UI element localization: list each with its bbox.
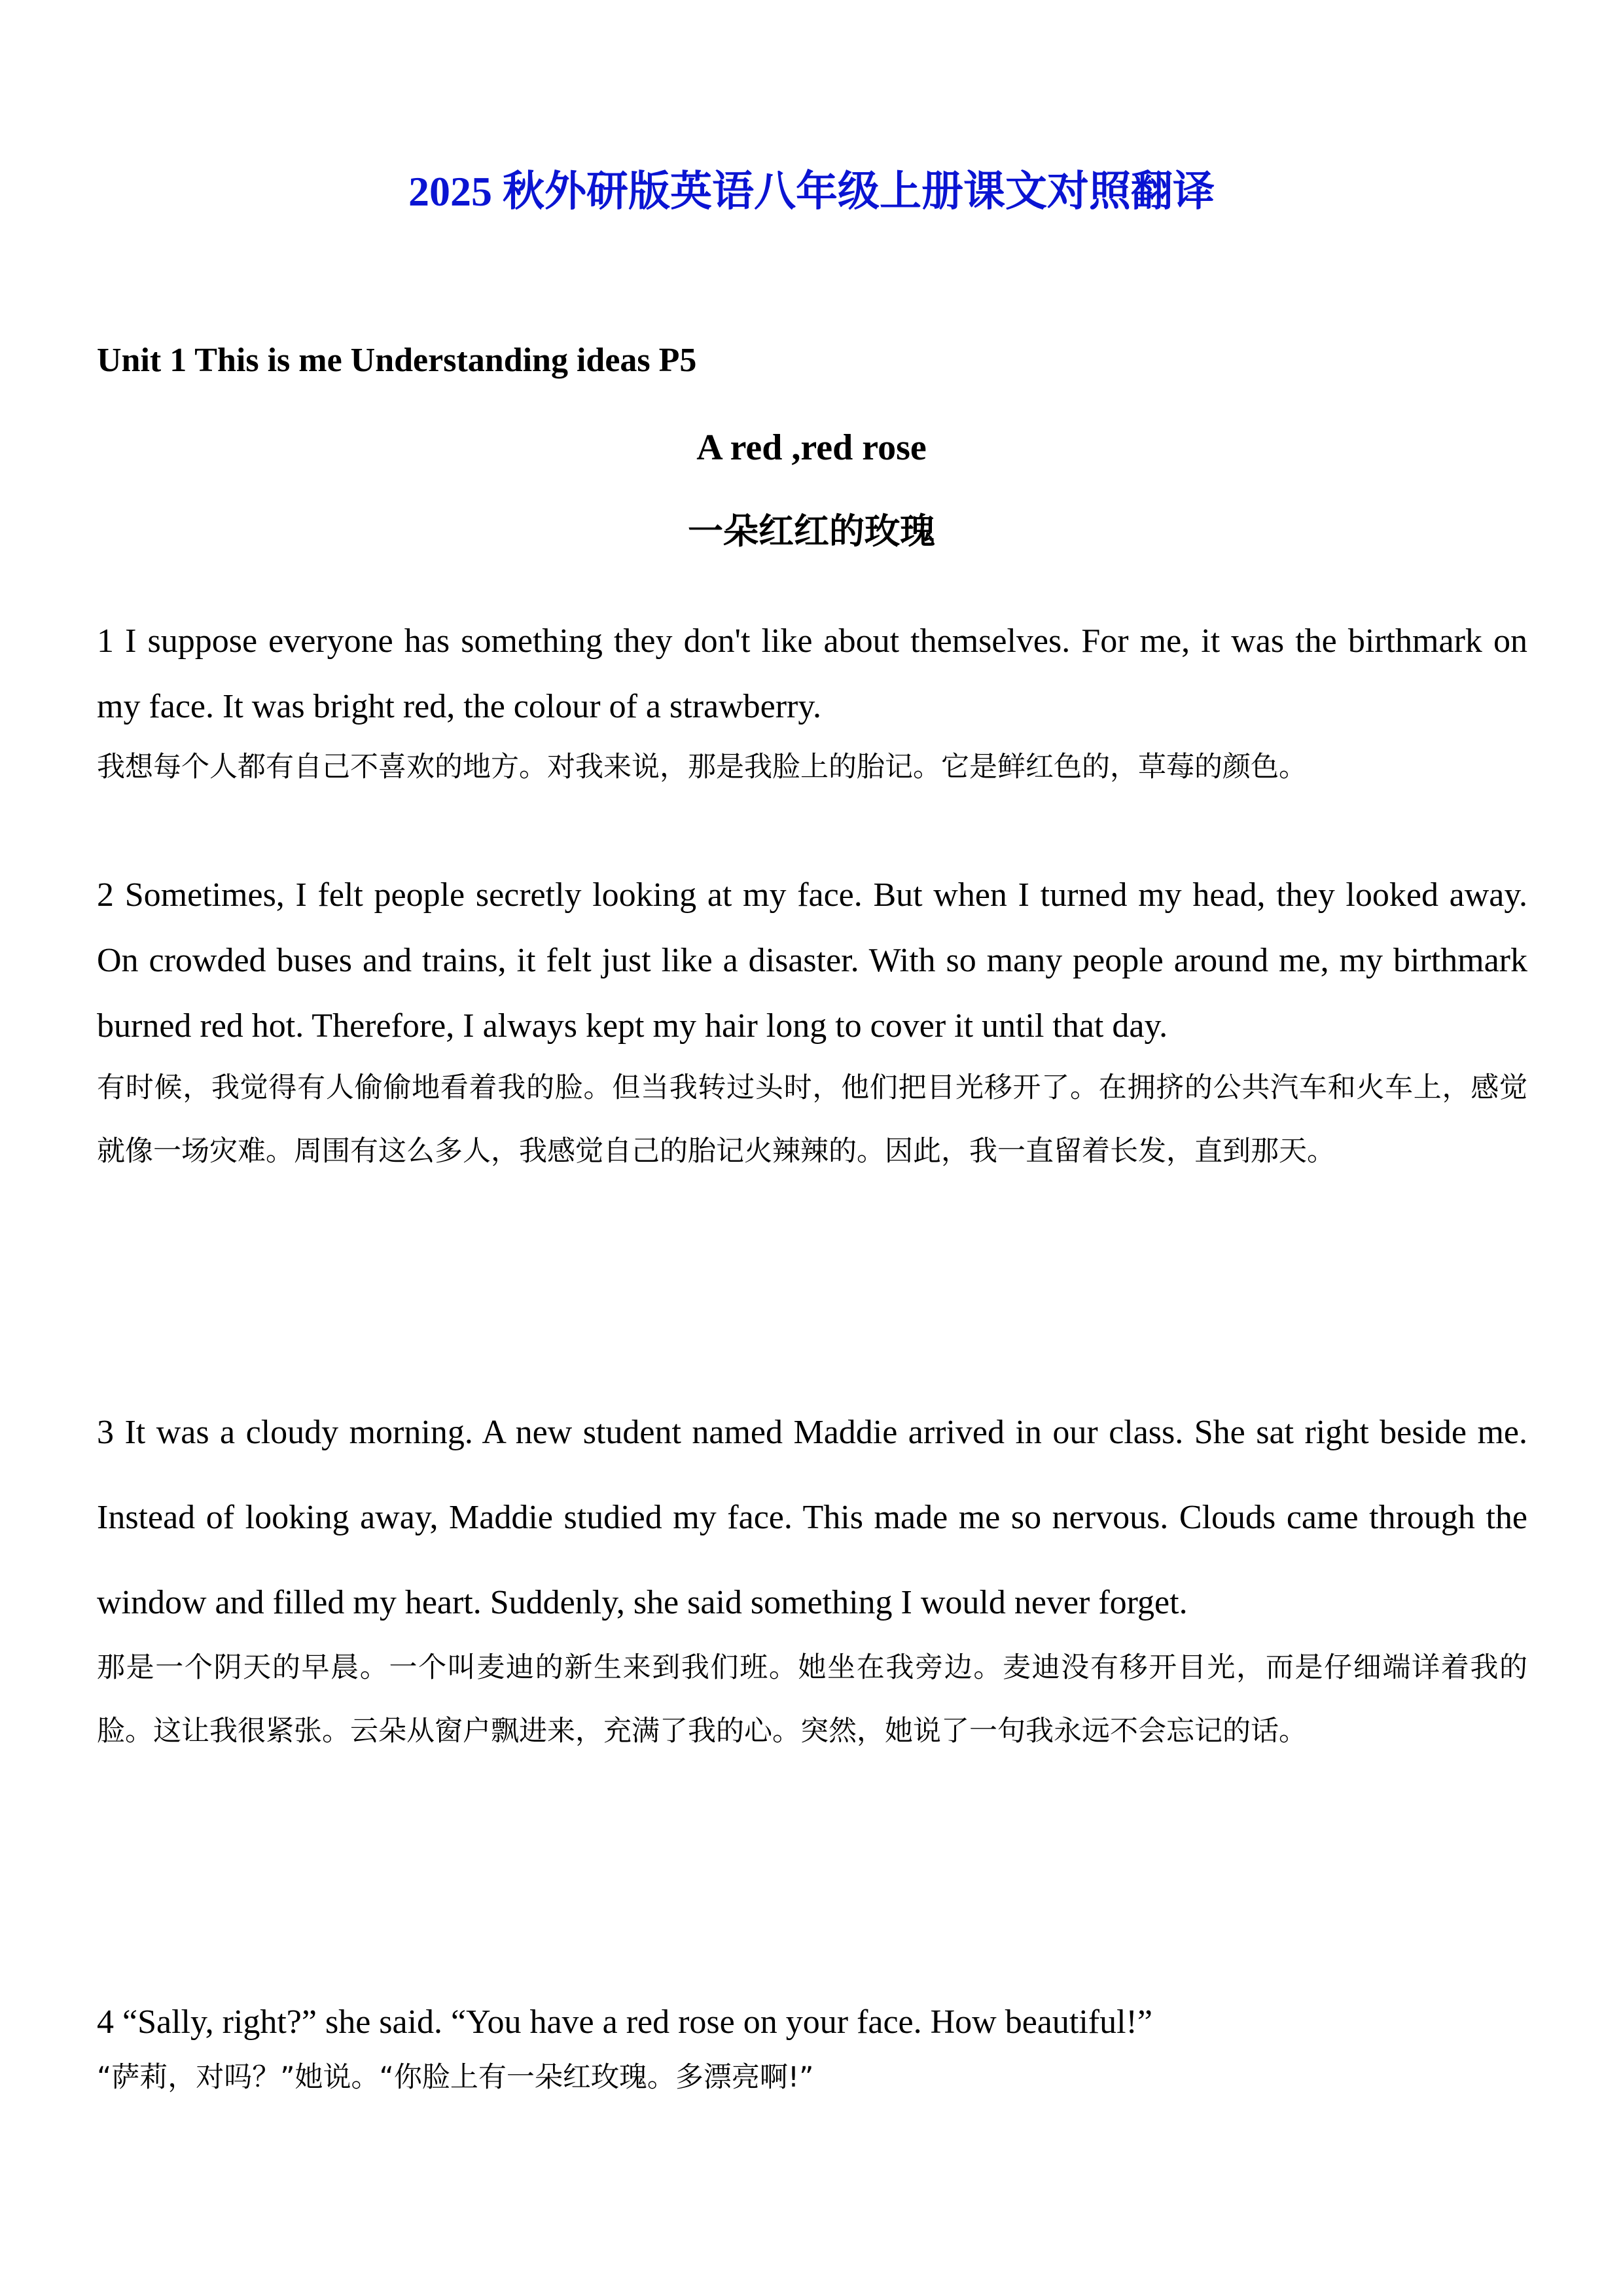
paragraph-1 (97, 609, 1527, 799)
paragraph-1-chinese: 我想每个人都有自己不喜欢的地方。对我来说，那是我脸上的胎记。它是鲜红色的，草莓的颜色。 (97, 751, 1307, 783)
paragraph-3-chinese: 那是一个阴天的早晨。一个叫麦迪的新生来到我们班。她坐在我旁边。麦迪没有移开目光，而是仔细端详着我的脸。这让我很紧张。云朵从窗户飘进来，充满了我的心。突然，她说了一句我永远不会忘记的话。 (97, 1651, 1527, 1748)
document-title: 2025 秋外研版英语八年级上册课文对照翻译 (408, 168, 1215, 215)
lesson-title-chinese: 一朵红红的玫瑰 (688, 511, 935, 552)
paragraph-1-english: 1 I suppose everyone has something they don't like about themselves. For me, it was the birthmark on my face. It was bright red, the colour of a strawberry. (97, 622, 1527, 725)
unit-heading: Unit 1 This is me Understanding ideas P5 (97, 342, 697, 379)
paragraph-3 (97, 1390, 1527, 1763)
paragraph-4-chinese: “萨莉，对吗？”她说。“你脸上有一朵红玫瑰。多漂亮啊!” (97, 2061, 814, 2094)
paragraph-4 (97, 1990, 1527, 2109)
paragraph-2 (97, 863, 1527, 1183)
paragraph-2-english: 2 Sometimes, I felt people secretly looking at my face. But when I turned my head, they looked away. On crowded buses and trains, it felt just like a disaster. With so many people around me, my birthmark burned red hot. Therefore, I always kept my hair long to cover it until that day. (97, 876, 1527, 1045)
lesson-title-english: A red ,red rose (696, 427, 927, 468)
paragraph-4-english: 4 “Sally, right?” she said. “You have a red rose on your face. How beautiful!” (97, 2003, 1152, 2041)
paragraph-3-english: 3 It was a cloudy morning. A new student named Maddie arrived in our class. She sat right beside me. Instead of looking away, Maddie studied my face. This made me so nervous. Clouds came through the window and filled my heart. Suddenly, she said something I would never forget. (97, 1414, 1527, 1621)
paragraph-2-chinese: 有时候，我觉得有人偷偷地看着我的脸。但当我转过头时，他们把目光移开了。在拥挤的公共汽车和火车上，感觉就像一场灾难。周围有这么多人，我感觉自己的胎记火辣辣的。因此，我一直留着长发，直到那天。 (97, 1071, 1527, 1168)
